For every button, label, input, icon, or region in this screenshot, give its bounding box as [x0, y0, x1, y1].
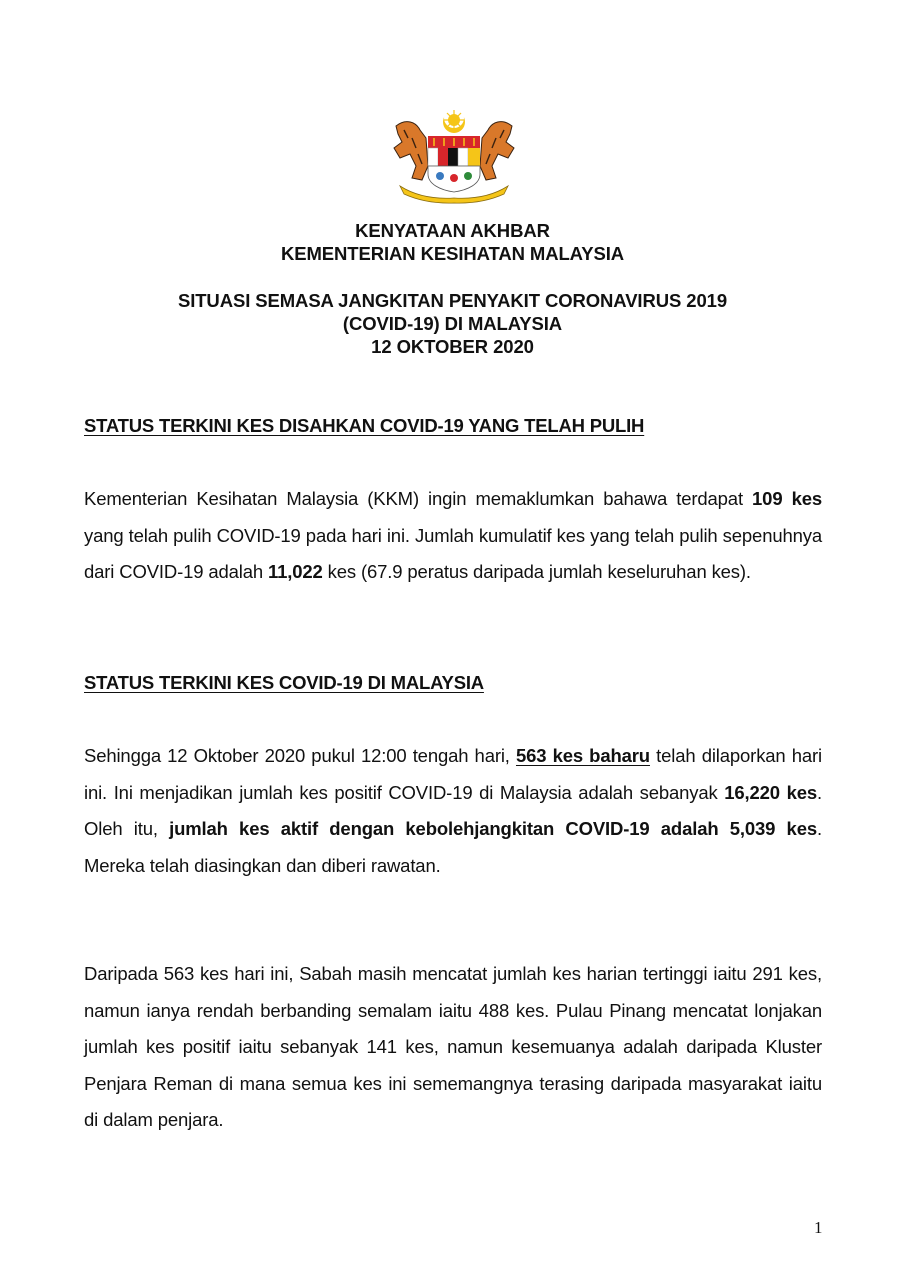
title-line-2: KEMENTERIAN KESIHATAN MALAYSIA [280, 243, 625, 264]
text-run: kes (67.9 peratus daripada jumlah keseluruhan kes). [322, 561, 751, 582]
page-number: 1 [814, 1218, 823, 1237]
subtitle-line-2: (COVID-19) DI MALAYSIA [342, 313, 563, 334]
text-run: . Mereka telah diasingkan dan diberi rawatan. [84, 818, 822, 876]
text-run: Sehingga 12 Oktober 2020 pukul 12:00 tengah hari, [84, 745, 516, 766]
text-run: Kementerian Kesihatan Malaysia (KKM) ingin memaklumkan bahawa terdapat [84, 488, 753, 509]
text-run: . Oleh itu, [84, 781, 822, 839]
title-line-1: KENYATAAN AKHBAR [355, 220, 550, 241]
subtitle-line-1: SITUASI SEMASA JANGKITAN PENYAKIT CORONAVIRUS 2019 [177, 290, 728, 311]
document-subtitle [0, 289, 905, 358]
cumulative-recovered-count: 11,022 [268, 561, 323, 582]
paragraph-state-breakdown: Daripada 563 kes hari ini, Sabah masih mencatat jumlah kes harian tertinggi iaitu 291 kes, namun ianya rendah berbanding semalam iaitu 488 kes. Pulau Pinang mencatat lonjakan jumlah kes positif iaitu sebanyak 141 kes, namun kesemuanya adalah daripada Kluster Penjara Reman di mana semua kes ini sememangnya terasing daripada masyarakat iaitu di dalam penjara. [84, 963, 822, 1130]
total-cases-count: 16,220 kes [724, 781, 817, 803]
text-run: yang telah pulih COVID-19 pada hari ini. Jumlah kumulatif kes yang telah pulih sepenuhnya dari COVID-19 adalah [84, 524, 822, 582]
text-run: telah dilaporkan hari ini. Ini menjadikan jumlah kes positif COVID-19 di Malaysia adalah sebanyak [84, 745, 822, 803]
paragraph-recovered-cases [84, 481, 822, 591]
section-heading-status: STATUS TERKINI KES COVID-19 DI MALAYSIA [84, 672, 484, 693]
document-date: 12 OKTOBER 2020 [371, 336, 534, 357]
malaysia-coat-of-arms-icon [382, 108, 526, 204]
new-cases-count: 563 kes baharu [515, 745, 650, 766]
section-heading-recovered: STATUS TERKINI KES DISAHKAN COVID-19 YANG TELAH PULIH [84, 415, 645, 436]
press-release-title [0, 219, 905, 265]
active-cases-statement: jumlah kes aktif dengan kebolehjangkitan COVID-19 adalah 5,039 kes [169, 818, 817, 839]
paragraph-new-cases [84, 738, 822, 884]
recovered-today-count: 109 kes [752, 488, 822, 509]
